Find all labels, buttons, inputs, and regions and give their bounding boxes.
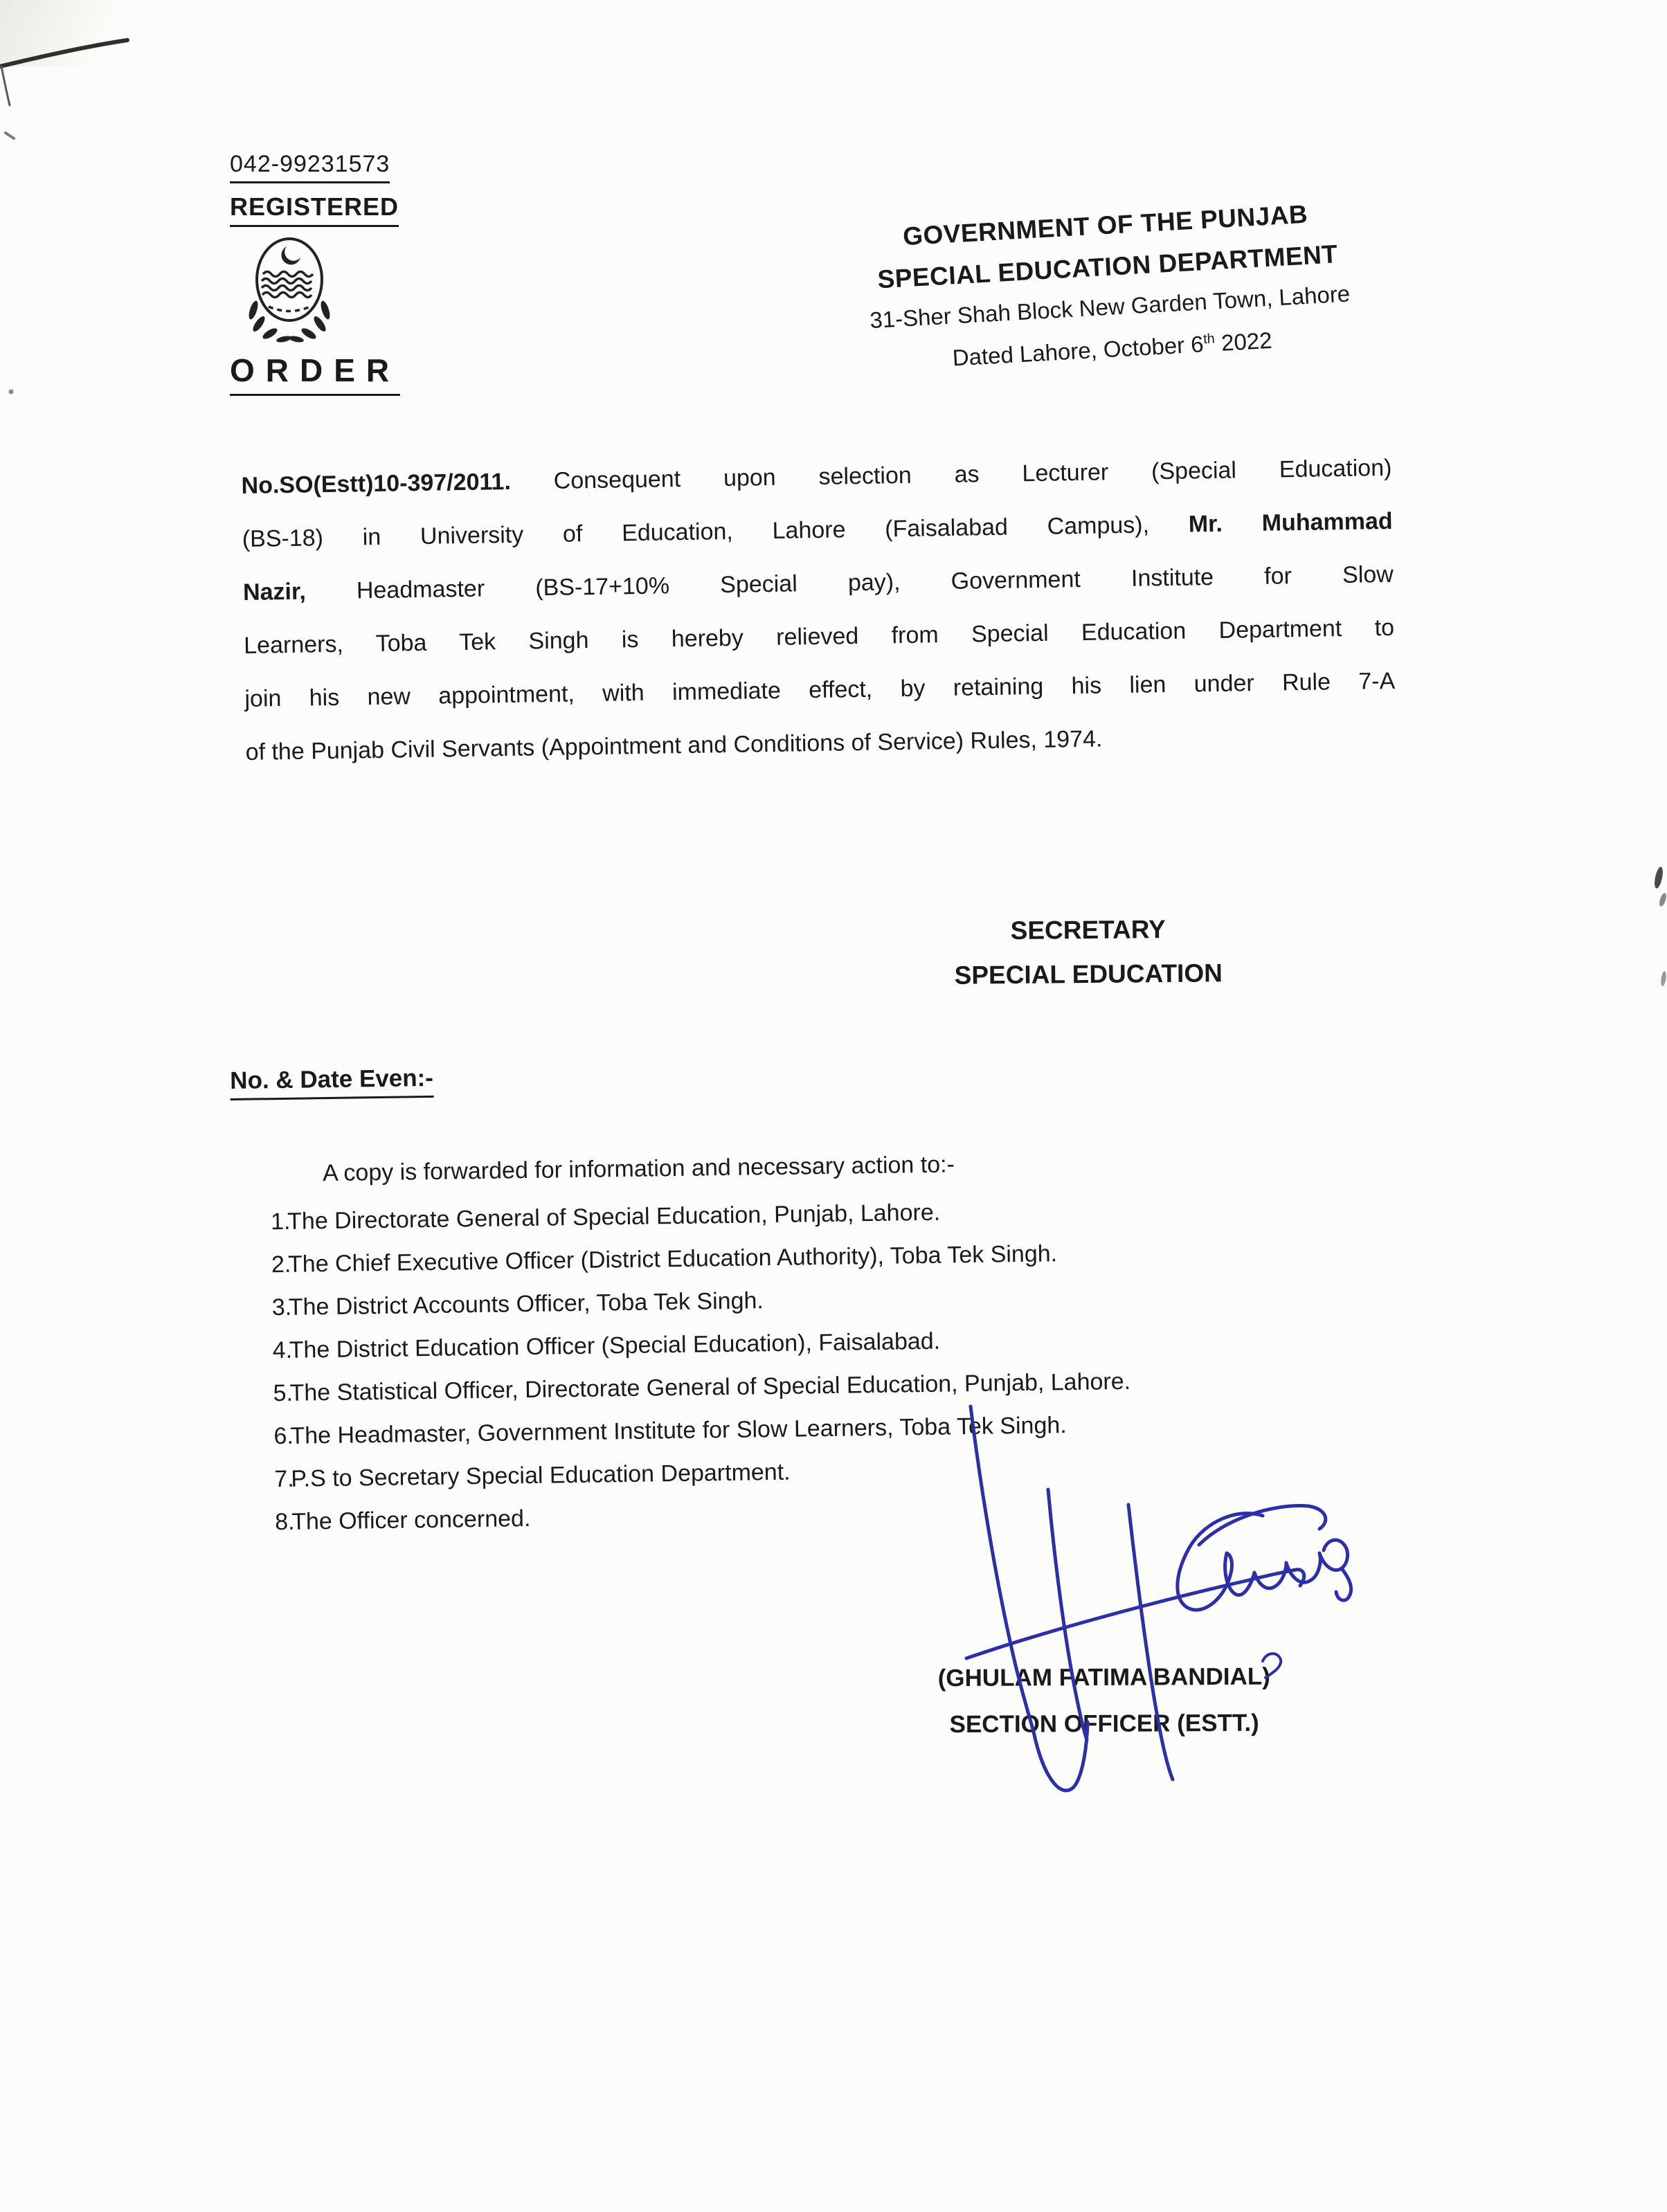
order-paragraph-bold-text: No.SO(Estt)10-397/2011. bbox=[241, 468, 512, 499]
distribution-intro: A copy is forwarded for information and necessary action to:- bbox=[322, 1151, 955, 1187]
order-paragraph-text: Consequent upon selection as Lecturer (Special Education) bbox=[510, 454, 1392, 495]
ink-smudge bbox=[1653, 866, 1667, 986]
order-paragraph-bold-text: Nazir, bbox=[242, 578, 307, 606]
list-item-number: 4. bbox=[272, 1336, 293, 1364]
list-item-number: 5. bbox=[273, 1379, 294, 1407]
list-item-text: The District Education Officer (Special Education), Faisalabad. bbox=[289, 1327, 941, 1363]
phone-number bbox=[230, 151, 390, 183]
order-paragraph-text: Headmaster (BS-17+10% Special pay), Government Institute for Slow bbox=[305, 561, 1394, 605]
distribution-heading bbox=[230, 1050, 1450, 1100]
list-item-text: The Chief Executive Officer (District Education Authority), Toba Tek Singh. bbox=[287, 1240, 1058, 1278]
punjab-government-crest-logo bbox=[241, 228, 338, 351]
order-paragraph bbox=[241, 442, 1396, 779]
distribution-heading-text: No. & Date Even:- bbox=[230, 1064, 433, 1100]
page-fold-shade bbox=[0, 0, 132, 66]
section-officer-name: (GHULAM FATIMA BANDIAL) bbox=[937, 1662, 1271, 1692]
list-item-number: 7. bbox=[274, 1465, 294, 1493]
order-paragraph-text: Learners, Toba Tek Singh is hereby relieved from Special Education Department to bbox=[243, 614, 1395, 659]
letterhead-department: SPECIAL EDUCATION DEPARTMENT bbox=[876, 239, 1339, 294]
list-item-number: 1. bbox=[270, 1208, 291, 1235]
list-item-number: 8. bbox=[274, 1508, 295, 1536]
section-officer-block bbox=[896, 1653, 1313, 1748]
list-item-text: The Officer concerned. bbox=[291, 1505, 531, 1535]
date-ordinal: th bbox=[1202, 331, 1216, 347]
list-item-text: P.S to Secretary Special Education Department. bbox=[291, 1458, 791, 1492]
section-officer-title: SECTION OFFICER (ESTT.) bbox=[949, 1709, 1259, 1739]
list-item-text: The District Accounts Officer, Toba Tek Singh. bbox=[288, 1287, 764, 1321]
phone-number-text: 042-99231573 bbox=[230, 151, 390, 183]
secretary-signoff bbox=[949, 907, 1227, 997]
list-item-text: The Headmaster, Government Institute for Slow Learners, Toba Tek Singh. bbox=[290, 1412, 1067, 1449]
list-item-number: 6. bbox=[273, 1422, 294, 1450]
order-paragraph-bold-text: Mr. Muhammad bbox=[1188, 507, 1393, 538]
list-item-text: The Statistical Officer, Directorate General of Special Education, Punjab, Lahore. bbox=[289, 1368, 1131, 1406]
letterhead-government: GOVERNMENT OF THE PUNJAB bbox=[902, 199, 1309, 251]
letterhead-address: 31-Sher Shah Block New Garden Town, Lahore bbox=[869, 280, 1351, 334]
page-fold-mark bbox=[0, 40, 127, 395]
secretary-department: SPECIAL EDUCATION bbox=[954, 959, 1223, 990]
list-item-text: The Directorate General of Special Education, Punjab, Lahore. bbox=[287, 1199, 941, 1235]
order-paragraph-text: join his new appointment, with immediate effect, by retaining his lien under Rule 7-A bbox=[244, 667, 1396, 712]
list-item-number: 3. bbox=[271, 1294, 292, 1321]
crescent-icon bbox=[281, 246, 300, 264]
list-item-number: 2. bbox=[271, 1251, 291, 1278]
secretary-title: SECRETARY bbox=[1010, 915, 1166, 945]
letterhead bbox=[818, 189, 1400, 384]
distribution-section bbox=[230, 1050, 1456, 1544]
registered-label bbox=[230, 192, 399, 227]
river-waves-icon bbox=[262, 272, 313, 298]
order-paragraph-text: of the Punjab Civil Servants (Appointment and Conditions of Service) Rules, 1974. bbox=[245, 725, 1103, 765]
order-paragraph-text: (BS-18) in University of Education, Lahore (Faisalabad Campus), bbox=[242, 511, 1189, 552]
order-heading-text: ORDER bbox=[230, 352, 400, 396]
date-year: 2022 bbox=[1214, 327, 1273, 356]
order-heading bbox=[230, 352, 400, 396]
registered-label-text: REGISTERED bbox=[230, 192, 399, 227]
date-prefix: Dated Lahore, October 6 bbox=[951, 331, 1205, 371]
distribution-list bbox=[232, 1184, 1457, 1544]
